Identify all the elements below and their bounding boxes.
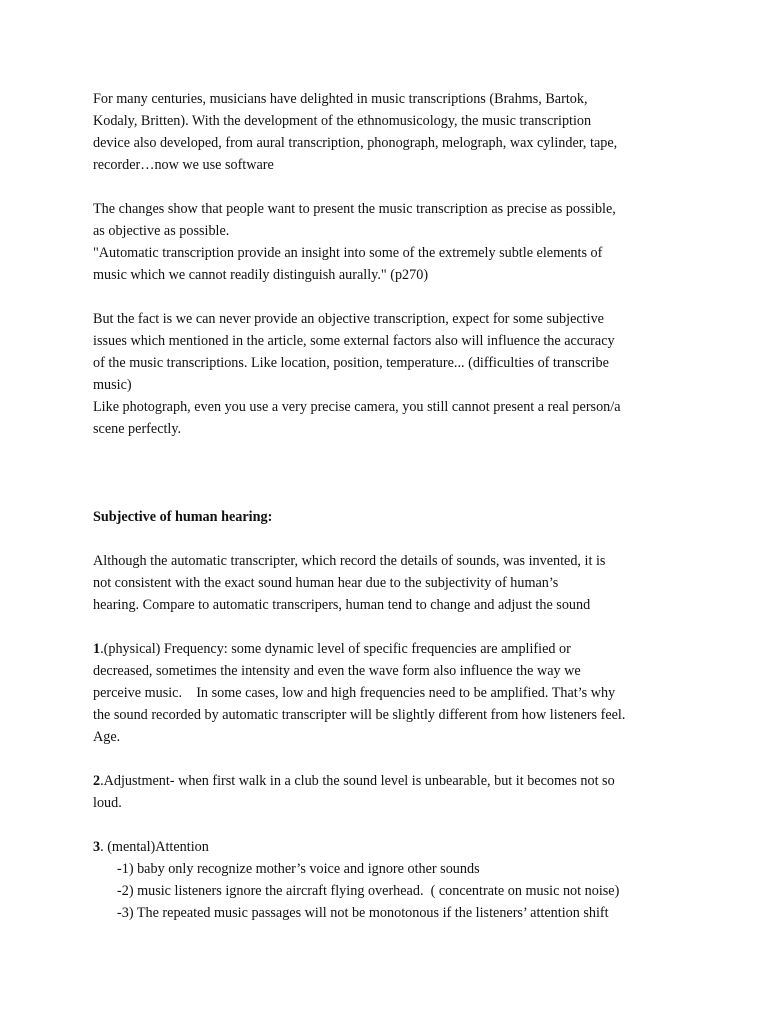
spacer: [93, 616, 678, 638]
spacer: [93, 286, 678, 308]
text-line: For many centuries, musicians have delighted in music transcriptions (Brahms, Bartok,: [93, 91, 588, 107]
text-line: recorder…now we use software: [93, 157, 274, 173]
list-item-frequency: [93, 638, 678, 748]
spacer: [93, 176, 678, 198]
text-line: Age.: [93, 729, 121, 745]
text-line: issues which mentioned in the article, some external factors also will influence the accuracy: [93, 333, 615, 349]
text-line: scene perfectly.: [93, 421, 182, 437]
paragraph-objectivity: [93, 308, 678, 440]
paragraph-section-intro: [93, 550, 678, 616]
text-line: decreased, sometimes the intensity and even the wave form also influence the way we: [93, 663, 581, 679]
item-text: . (mental)Attention: [100, 839, 209, 855]
text-line: as objective as possible.: [93, 223, 230, 239]
list-item-attention: [93, 836, 678, 924]
text-line: of the music transcriptions. Like location, position, temperature... (difficulties of transcribe: [93, 355, 609, 371]
text-line: Like photograph, even you use a very precise camera, you still cannot present a real person/a: [93, 399, 621, 415]
section-heading: Subjective of human hearing:: [93, 509, 273, 525]
item-number: 2: [93, 773, 101, 789]
sub-item: -1) baby only recognize mother’s voice and ignore other sounds: [117, 861, 480, 877]
spacer: [93, 440, 678, 506]
text-line: device also developed, from aural transcription, phonograph, melograph, wax cylinder, tape,: [93, 135, 618, 151]
spacer: [93, 814, 678, 836]
text-line: But the fact is we can never provide an objective transcription, expect for some subjective: [93, 311, 604, 327]
sub-item: -3) The repeated music passages will not be monotonous if the listeners’ attention shift: [117, 905, 609, 921]
list-item-adjustment: [93, 770, 678, 814]
text-line: Although the automatic transcripter, which record the details of sounds, was invented, it is: [93, 553, 606, 569]
list-item-first-line: [93, 836, 678, 858]
spacer: [93, 528, 678, 550]
text-line: The changes show that people want to present the music transcription as precise as possible,: [93, 201, 616, 217]
paragraph-intro: [93, 88, 678, 176]
text-line: loud.: [93, 795, 122, 811]
spacer: [93, 748, 678, 770]
text-line: not consistent with the exact sound human hear due to the subjectivity of human’s: [93, 575, 559, 591]
text-line: music): [93, 377, 132, 393]
quote-line: music which we cannot readily distinguish aurally." (p270): [93, 267, 429, 283]
text-line: the sound recorded by automatic transcripter will be slightly different from how listeners feel.: [93, 707, 626, 723]
item-number: 1: [93, 641, 101, 657]
text-line: perceive music. In some cases, low and high frequencies need to be amplified. That’s why: [93, 685, 616, 701]
text-line: hearing. Compare to automatic transcripers, human tend to change and adjust the sound: [93, 597, 591, 613]
item-text: .(physical) Frequency: some dynamic level of specific frequencies are amplified or: [100, 641, 571, 657]
document-page: [93, 88, 678, 924]
paragraph-changes: [93, 198, 678, 286]
text-line: Kodaly, Britten). With the development of the ethnomusicology, the music transcription: [93, 113, 592, 129]
quote-line: "Automatic transcription provide an insight into some of the extremely subtle elements of: [93, 245, 603, 261]
list-item-first-line: [93, 770, 678, 792]
list-item-first-line: [93, 638, 678, 660]
item-number: 3: [93, 839, 101, 855]
item-text: .Adjustment- when first walk in a club the sound level is unbearable, but it becomes not so: [100, 773, 615, 789]
sub-item: -2) music listeners ignore the aircraft flying overhead. ( concentrate on music not noise): [117, 883, 620, 899]
